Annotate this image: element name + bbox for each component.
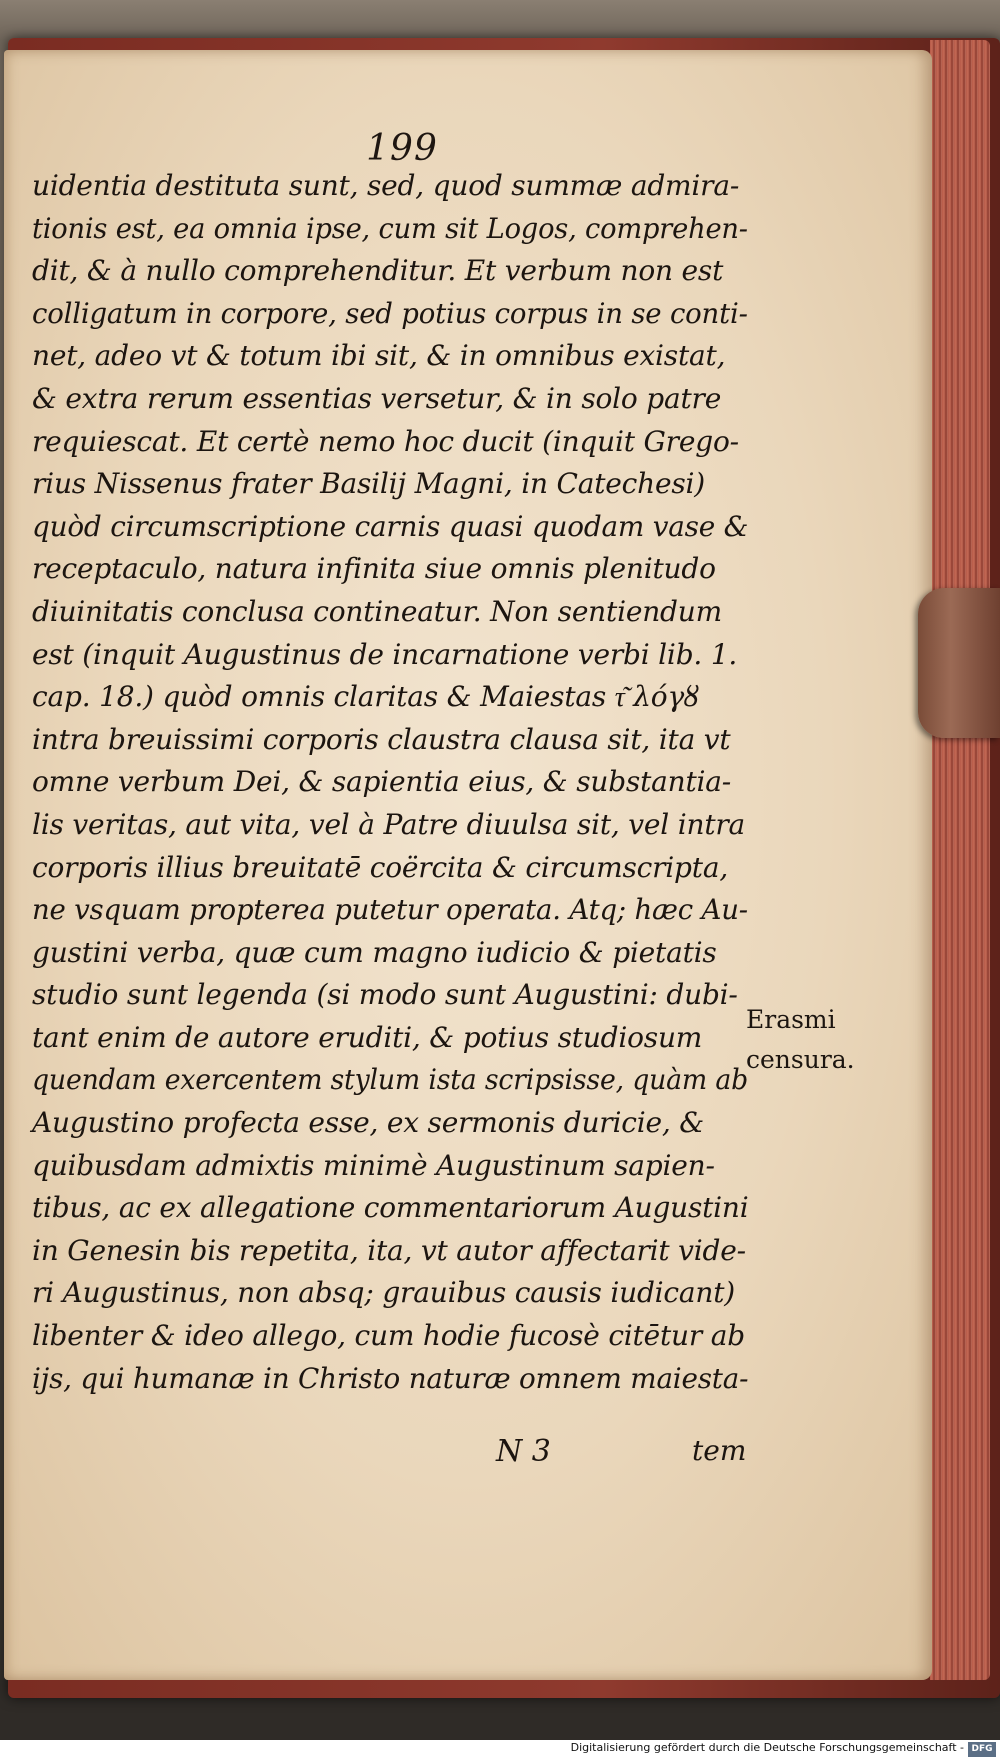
- text-line: corporis illius breuitatē coërcita & circumscripta,: [32, 850, 729, 884]
- text-line: colligatum in corpore, sed potius corpus in se conti-: [32, 296, 748, 330]
- text-line: uidentia destituta sunt, sed, quod summæ admira-: [32, 169, 740, 202]
- margin-note-line: censura.: [746, 1045, 855, 1074]
- text-line: & extra rerum essentias versetur, & in solo patre: [32, 381, 722, 415]
- text-line: Augustino profecta esse, ex sermonis duricie, &: [32, 1106, 704, 1140]
- dfg-logo: DFG: [968, 1742, 996, 1757]
- text-line: cap. 18.) quòd omnis claritas & Maiestas τ͂ λόγȣ: [32, 680, 700, 714]
- book-clasp: [918, 588, 1000, 738]
- funding-credit: Digitalisierung gefördert durch die Deutsche Forschungsgemeinschaft -: [570, 1741, 964, 1754]
- text-line: tant enim de autore eruditi, & potius studiosum: [32, 1020, 703, 1054]
- signature-mark: N 3: [496, 1434, 551, 1469]
- text-line: ne vsquam propterea putetur operata. Atq; hæc Au-: [32, 893, 748, 927]
- text-line: quibusdam admixtis minimè Augustinum sapien-: [32, 1148, 715, 1182]
- text-line: in Genesin bis repetita, ita, vt autor affectarit vide-: [32, 1233, 746, 1267]
- text-line: tionis est, ea omnia ipse, cum sit Logos, comprehen-: [32, 211, 748, 245]
- margin-note-line: Erasmi: [746, 1005, 836, 1034]
- text-line: tibus, ac ex allegatione commentariorum Augustini: [32, 1191, 749, 1225]
- text-line: omne verbum Dei, & sapientia eius, & substantia-: [32, 765, 732, 799]
- text-line: est (inquit Augustinus de incarnatione verbi lib. 1.: [32, 637, 738, 671]
- text-line: dit, & à nullo comprehenditur. Et verbum non est: [32, 254, 724, 288]
- text-line: quòd circumscriptione carnis quasi quodam vase &: [32, 509, 749, 543]
- text-line: quendam exercentem stylum ista scripsisse, quàm ab: [32, 1063, 749, 1097]
- text-line: studio sunt legenda (si modo sunt Augustini: dubi-: [32, 978, 738, 1012]
- text-line: rius Nissenus frater Basilij Magni, in Catechesi): [32, 467, 706, 501]
- text-line: gustini verba, quæ cum magno iudicio & pietatis: [32, 935, 717, 969]
- text-line: requiescat. Et certè nemo hoc ducit (inquit Grego-: [32, 424, 739, 458]
- text-line: diuinitatis conclusa contineatur. Non sentiendum: [32, 594, 722, 628]
- text-line: intra breuissimi corporis claustra clausa sit, ita vt: [32, 722, 731, 756]
- page-number: 199: [366, 128, 438, 169]
- text-line: ri Augustinus, non absq; grauibus causis iudicant): [32, 1276, 736, 1310]
- text-line: libenter & ideo allego, cum hodie fucosè citētur ab: [32, 1319, 745, 1353]
- text-line: net, adeo vt & totum ibi sit, & in omnibus existat,: [32, 339, 726, 373]
- margin-note: [746, 1000, 886, 1080]
- page-edges: [930, 40, 990, 1680]
- body-text: [32, 165, 748, 1400]
- catchword: tem: [692, 1434, 747, 1467]
- text-line: lis veritas, aut vita, vel à Patre diuulsa sit, vel intra: [32, 807, 746, 841]
- text-line: ijs, qui humanæ in Christo naturæ omnem maiesta-: [32, 1361, 749, 1395]
- text-line: receptaculo, natura infinita siue omnis plenitudo: [32, 552, 716, 586]
